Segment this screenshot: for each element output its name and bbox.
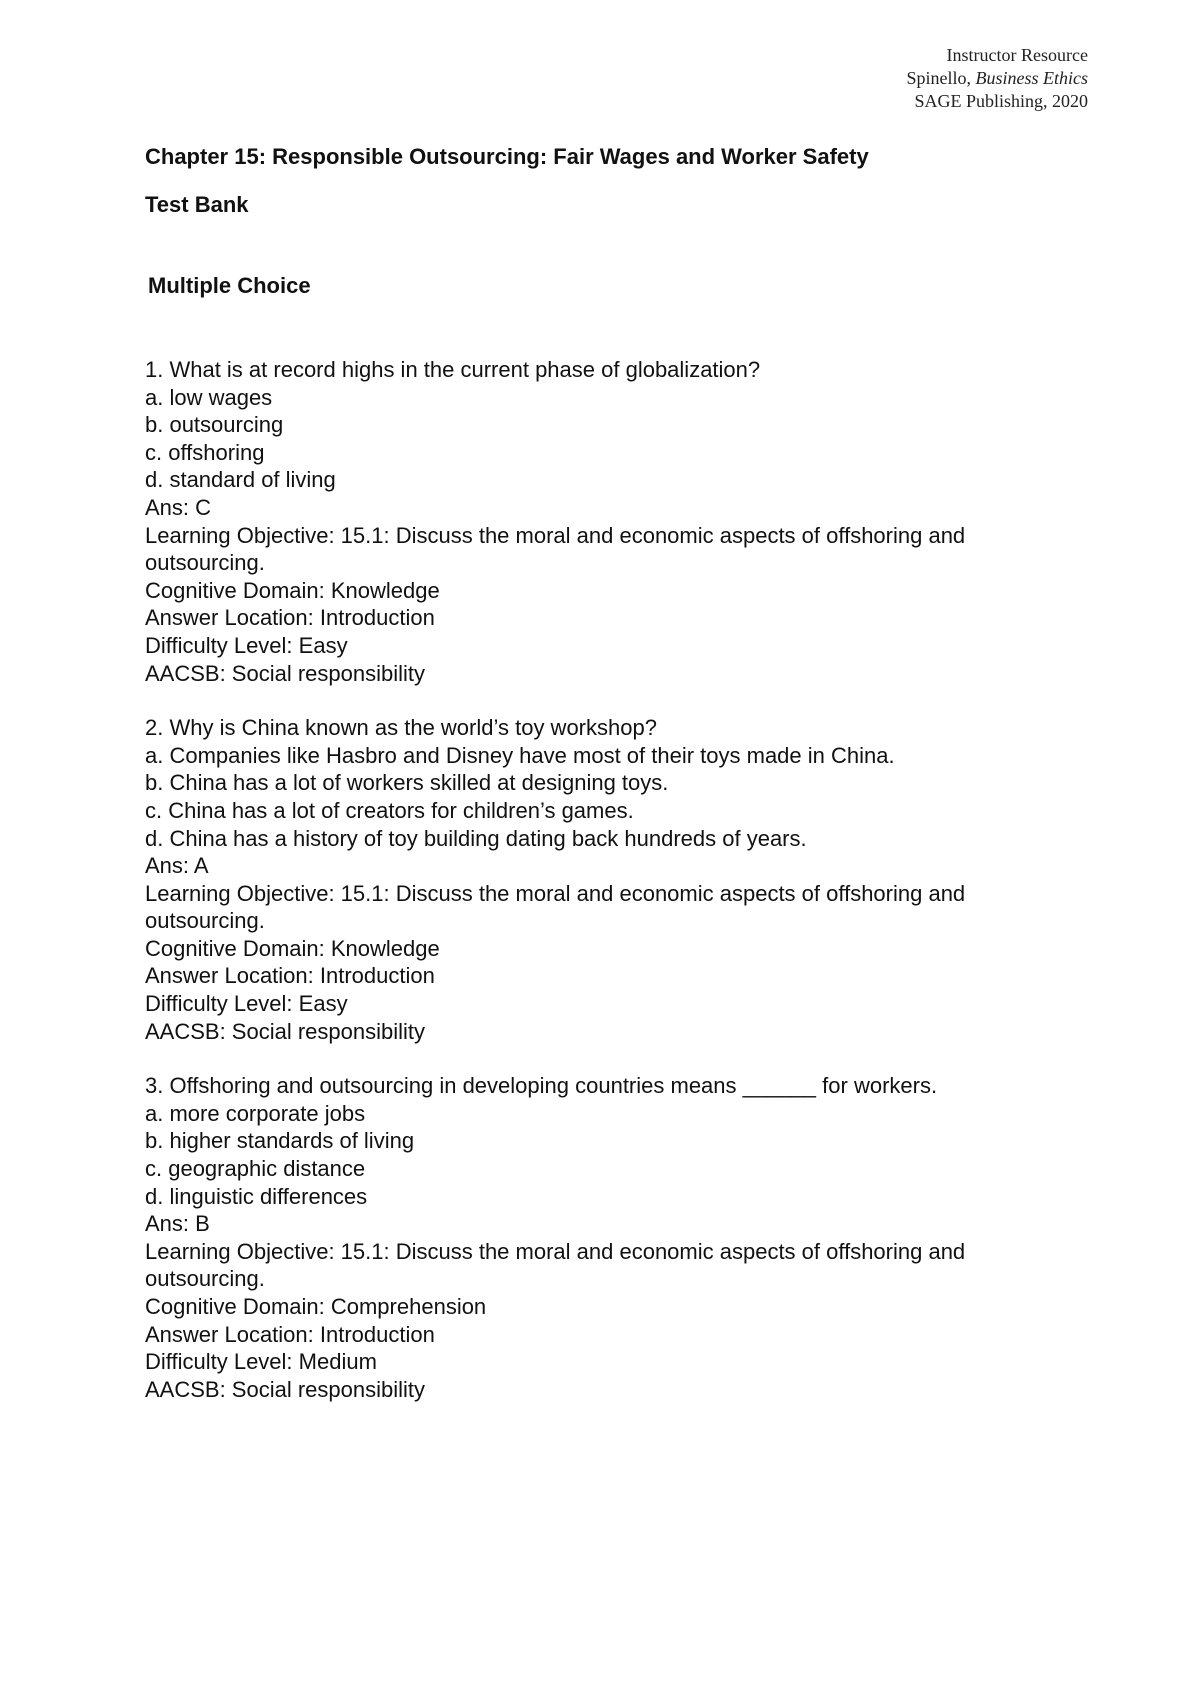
cognitive-domain: Cognitive Domain: Knowledge (145, 577, 440, 603)
learning-objective-continued: outsourcing. (145, 550, 265, 576)
option-b: b. outsourcing (145, 412, 284, 438)
answer: Ans: C (145, 494, 212, 520)
option-a: a. low wages (145, 384, 273, 410)
learning-objective: Learning Objective: 15.1: Discuss the moral and economic aspects of offshoring and (145, 880, 966, 906)
chapter-title: Chapter 15: Responsible Outsourcing: Fair Wages and Worker Safety (145, 144, 869, 169)
question-text: 3. Offshoring and outsourcing in developing countries means ______ for workers. (145, 1073, 938, 1099)
option-c: c. offshoring (145, 439, 265, 465)
option-d: d. standard of living (145, 467, 336, 493)
difficulty-level: Difficulty Level: Easy (145, 632, 348, 658)
aacsb: AACSB: Social responsibility (145, 660, 426, 686)
option-d: d. linguistic differences (145, 1183, 368, 1209)
header-line-book (906, 67, 1088, 90)
aacsb: AACSB: Social responsibility (145, 1018, 426, 1044)
learning-objective-continued: outsourcing. (145, 1266, 265, 1292)
section-heading: Multiple Choice (148, 273, 311, 298)
option-c: c. geographic distance (145, 1156, 366, 1182)
learning-objective: Learning Objective: 15.1: Discuss the moral and economic aspects of offshoring and (145, 522, 966, 548)
answer-location: Answer Location: Introduction (145, 1321, 435, 1347)
question-item (145, 356, 1095, 687)
aacsb: AACSB: Social responsibility (145, 1376, 426, 1402)
option-c: c. China has a lot of creators for children’s games. (145, 797, 634, 823)
answer-location: Answer Location: Introduction (145, 963, 435, 989)
question-item (145, 714, 1095, 1045)
cognitive-domain: Cognitive Domain: Knowledge (145, 935, 440, 961)
test-bank-title: Test Bank (145, 192, 249, 217)
option-a: a. more corporate jobs (145, 1100, 366, 1126)
learning-objective-continued: outsourcing. (145, 908, 265, 934)
question-text: 1. What is at record highs in the current phase of globalization? (145, 357, 761, 382)
header-line-resource: Instructor Resource (946, 45, 1088, 65)
header-line-publisher: SAGE Publishing, 2020 (914, 91, 1088, 111)
option-b: b. higher standards of living (145, 1128, 415, 1154)
difficulty-level: Difficulty Level: Medium (145, 1349, 377, 1375)
question-list (145, 356, 1095, 1403)
difficulty-level: Difficulty Level: Easy (145, 991, 348, 1017)
cognitive-domain: Cognitive Domain: Comprehension (145, 1294, 487, 1319)
option-a: a. Companies like Hasbro and Disney have most of their toys made in China. (145, 742, 895, 768)
header-book-title: Business Ethics (975, 68, 1088, 88)
option-d: d. China has a history of toy building dating back hundreds of years. (145, 825, 807, 851)
answer: Ans: B (145, 1211, 210, 1237)
document-body (145, 143, 1095, 1430)
answer-location: Answer Location: Introduction (145, 605, 435, 631)
question-text: 2. Why is China known as the world’s toy workshop? (145, 715, 657, 741)
answer: Ans: A (145, 853, 209, 879)
header-author: Spinello, (906, 68, 976, 88)
learning-objective: Learning Objective: 15.1: Discuss the moral and economic aspects of offshoring and (145, 1238, 966, 1264)
page-header (906, 44, 1088, 113)
question-item (145, 1072, 1095, 1403)
option-b: b. China has a lot of workers skilled at designing toys. (145, 770, 669, 796)
